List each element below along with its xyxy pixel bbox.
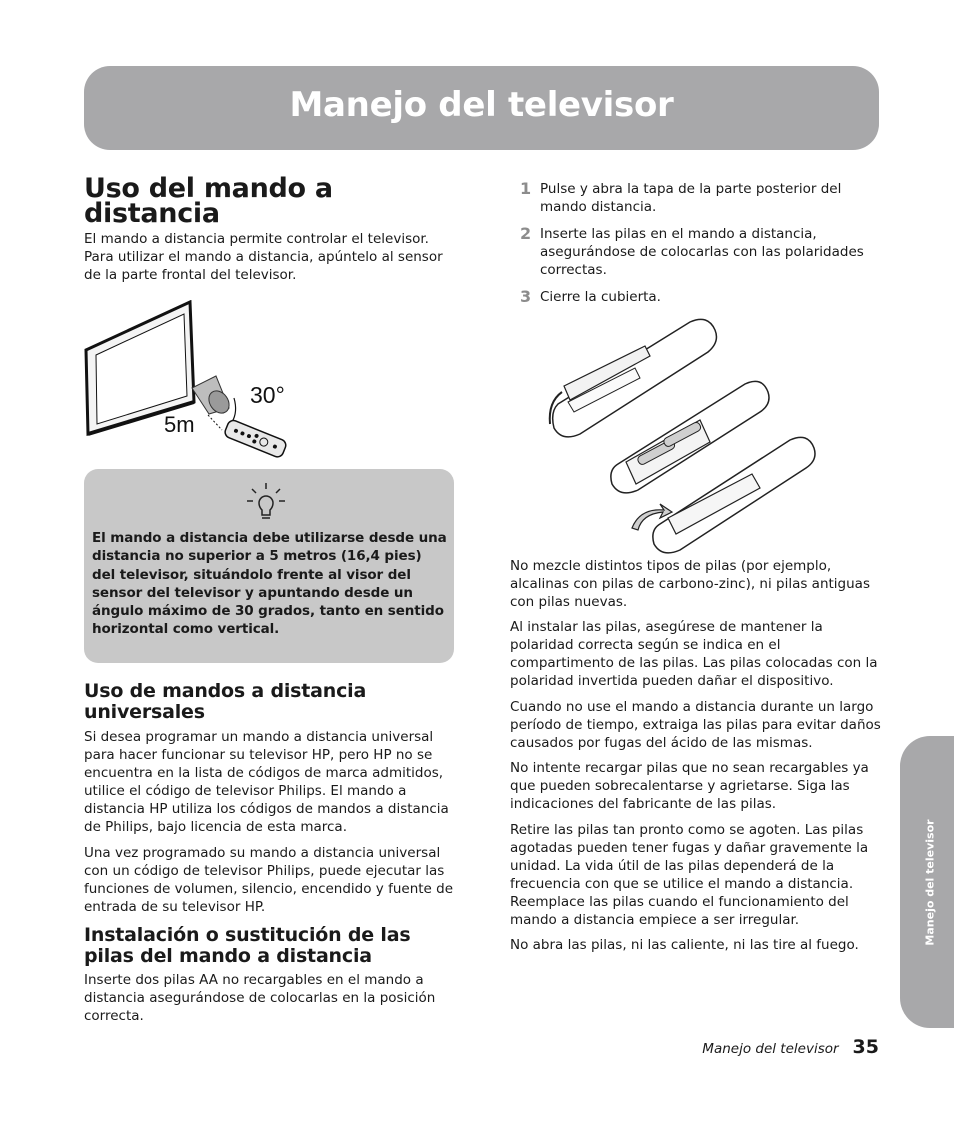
side-tab-label: Manejo del televisor (923, 819, 937, 946)
page-footer (702, 1036, 879, 1058)
battery-steps (510, 180, 882, 306)
footer-title: Manejo del televisor (702, 1041, 839, 1057)
section-title-remote: Uso del mando a distancia (84, 173, 333, 229)
section-title-batteries: Instalación o sustitución de las pilas del mando a distancia (84, 924, 411, 967)
tv-range-illustration (84, 300, 384, 460)
tip-text: El mando a distancia debe utilizarse desde una distancia no superior a 5 metros (16,4 pies) del televisor, situándolo frente al visor del sensor del televisor y apuntando desde un ángulo máximo de 30 grados, tanto en sentido horizontal como vertical. (92, 530, 447, 638)
section-body-remote: El mando a distancia permite controlar el televisor. Para utilizar el mando a distancia, apúntelo al sensor de la parte frontal del televisor. (84, 231, 443, 283)
section-title-universal: Uso de mandos a distancia universales (84, 680, 367, 723)
lightbulb-icon (244, 481, 288, 523)
step-2 (510, 225, 882, 279)
battery-note: Al instalar las pilas, asegúrese de mantener la polaridad correcta según se indica en el compartimento de las pilas. Las pilas colocadas con la polaridad invertida pueden dañar el dispositivo. (510, 619, 878, 689)
battery-install-illustration (540, 312, 840, 560)
battery-note: No abra las pilas, ni las caliente, ni las tire al fuego. (510, 937, 859, 953)
section-universal-remotes (84, 681, 456, 916)
step-text: Inserte las pilas en el mando a distancia, asegurándose de colocarlas con las polaridades correctas. (540, 226, 864, 278)
batteries-body: Inserte dos pilas AA no recargables en el mando a distancia asegurándose de colocarlas en la posición correcta. (84, 972, 436, 1024)
tip-box (84, 469, 454, 663)
angle-label: 30° (250, 382, 285, 408)
universal-paragraph: Si desea programar un mando a distancia universal para hacer funcionar su televisor HP, pero HP no se encuentra en la lista de códigos de marca admitidos, utilice el código de televisor Philips. El mando a distancia HP utiliza los códigos de mandos a distancia de Philips, bajo licencia de esta marca. (84, 729, 449, 835)
chapter-banner (84, 66, 879, 150)
battery-note: No intente recargar pilas que no sean recargables ya que pueden sobrecalentarse y agrietarse. Siga las indicaciones del fabricante de las pilas. (510, 760, 869, 812)
section-batteries (84, 925, 456, 1025)
chapter-side-tab (900, 736, 954, 1028)
universal-paragraph: Una vez programado su mando a distancia universal con un código de televisor Philips, puede ejecutar las funciones de volumen, silencio, encendido y fuente de entrada de su televisor HP. (84, 845, 454, 915)
battery-note: No mezcle distintos tipos de pilas (por ejemplo, alcalinas con pilas de carbono-zinc), ni pilas antiguas con pilas nuevas. (510, 558, 870, 610)
battery-note: Retire las pilas tan pronto como se agoten. Las pilas agotadas pueden tener fugas y dañar gravemente la unidad. La vida útil de las pilas dependerá de la frecuencia con que se utilice el mando a distancia. Reemplace las pilas cuando el funcionamiento del mando a distancia empiece a ser irregular. (510, 822, 869, 928)
step-number: 2 (520, 224, 532, 243)
step-number: 3 (520, 287, 532, 306)
step-1 (510, 180, 882, 216)
chapter-title: Manejo del televisor (289, 85, 674, 125)
step-3 (510, 288, 882, 306)
step-text: Pulse y abra la tapa de la parte posterior del mando distancia. (540, 181, 842, 215)
battery-note: Cuando no use el mando a distancia durante un largo período de tiempo, extraiga las pilas para evitar daños causados por fugas del ácido de las mismas. (510, 699, 881, 751)
step-number: 1 (520, 179, 532, 198)
section-remote-use (84, 173, 456, 284)
distance-label: 5m (164, 412, 195, 437)
page-number: 35 (852, 1036, 879, 1058)
remote-control-icon (223, 419, 287, 459)
step-text: Cierre la cubierta. (540, 289, 661, 305)
